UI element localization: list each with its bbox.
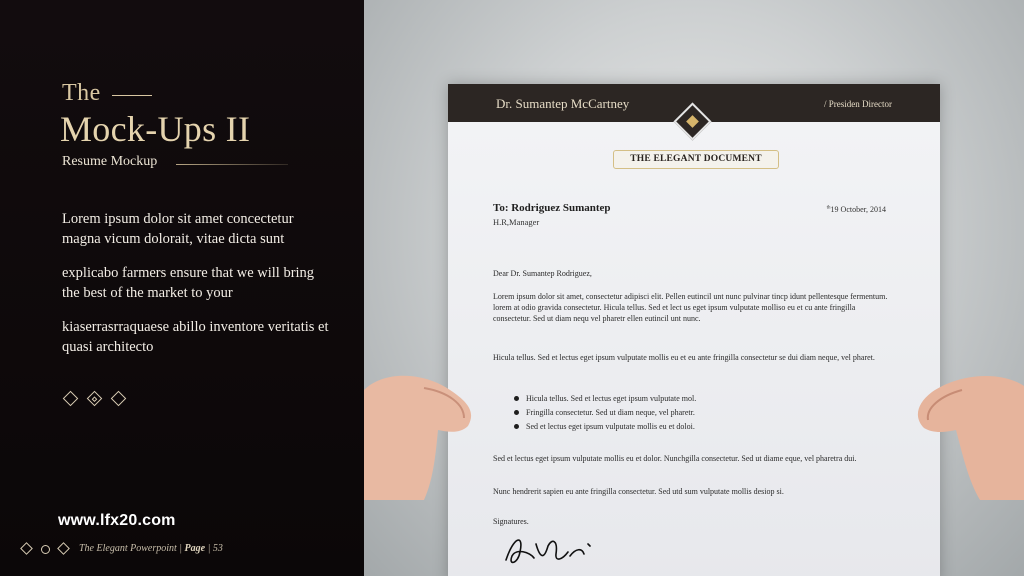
header-role-separator: /: [824, 99, 827, 109]
page-number: 53: [212, 543, 223, 554]
date-rest: October, 2014: [838, 205, 886, 214]
letter-paragraph-3: Sed et lectus eget ipsum vulputate mollis eu et dolor. Nunchgilla consectetur. Sed ut diame eque, vel pharetra dui.: [493, 454, 857, 463]
circle-icon: [41, 545, 50, 554]
bullet-list: [512, 392, 696, 434]
signature-image: [500, 530, 600, 570]
diamond-inner-icon: [92, 396, 98, 402]
greeting: Dear Dr. Sumantep Rodriguez,: [493, 269, 592, 278]
subtitle-divider: [176, 164, 288, 165]
diamond-icon: [57, 542, 70, 555]
body-paragraph-3: kiaserrasrraquaese abillo inventore veritatis et quasi architecto: [62, 319, 329, 355]
recipient-name: To: Rodriguez Sumantep: [493, 202, 611, 214]
signatures-label: Signatures.: [493, 517, 529, 526]
header-role-text: Presiden Director: [828, 99, 892, 109]
list-item: Fringilla consectetur. Sed ut diam neque, vel pharetr.: [512, 406, 696, 420]
title-divider: [112, 95, 152, 96]
letter-paragraph-2: Hicula tellus. Sed et lectus eget ipsum vulputate mollis eu et eu ante fringilla consectetur se dui diam neque, vel pharet.: [493, 353, 875, 362]
logo-core-icon: [686, 115, 699, 128]
diamond-icon: [63, 391, 79, 407]
footer-page-separator: |: [207, 543, 211, 554]
diamond-target-icon: [87, 391, 103, 407]
footer-separator: |: [179, 543, 183, 554]
resume-photo: [364, 0, 1024, 576]
letter-paragraph-4: Nunc hendrerit sapien eu ante fringilla consectetur. Sed utd sum vulputate mollis desiop si.: [493, 487, 784, 496]
list-item: Sed et lectus eget ipsum vulputate mollis eu et doloi.: [512, 420, 696, 434]
document-badge: THE ELEGANT DOCUMENT: [613, 150, 779, 169]
footer-label: The Elegant Powerpoint: [79, 543, 177, 554]
subtitle: Resume Mockup: [62, 154, 158, 169]
header-role: [824, 99, 892, 109]
footer-caption: [79, 543, 223, 554]
body-paragraph-1: Lorem ipsum dolor sit amet concectetur magna vicum dolorait, vitae dicta sunt: [62, 211, 294, 247]
date-sup: th: [826, 205, 831, 211]
list-item: Hicula tellus. Sed et lectus eget ipsum vulputate mol.: [512, 392, 696, 406]
letter-paragraph-1: Lorem ipsum dolor sit amet, consectetur adipisci elit. Pellen eutincil unt nunc pulvinar tincp idunt pellentesque fermentum. lorem at odio gravida consectetur. Hicula tellus. Sed et lect us eget ipsum vulputate molliso eu et cu ante fringilla consectetur. Sed ut diam nequ vel pharetr ellen eutincil unt nunc.: [493, 292, 888, 323]
footer-page-label: Page: [184, 543, 206, 554]
body-paragraph-2: explicabo farmers ensure that we will bring the best of the market to your: [62, 265, 315, 301]
header-name: Dr. Sumantep McCartney: [496, 96, 630, 111]
left-hand-image: [364, 360, 494, 500]
letter-date: [827, 205, 886, 214]
diamond-icon: [20, 542, 33, 555]
title-small: The: [62, 80, 101, 106]
page-title: Mock-Ups II: [60, 109, 251, 149]
left-panel: [0, 0, 364, 576]
diamond-icon: [111, 391, 127, 407]
right-hand-image: [884, 360, 1024, 500]
resume-paper: [448, 84, 940, 576]
date-day: 19: [830, 205, 839, 214]
watermark-url: www.lfx20.com: [58, 512, 176, 529]
recipient-role: H.R,Manager: [493, 217, 540, 227]
